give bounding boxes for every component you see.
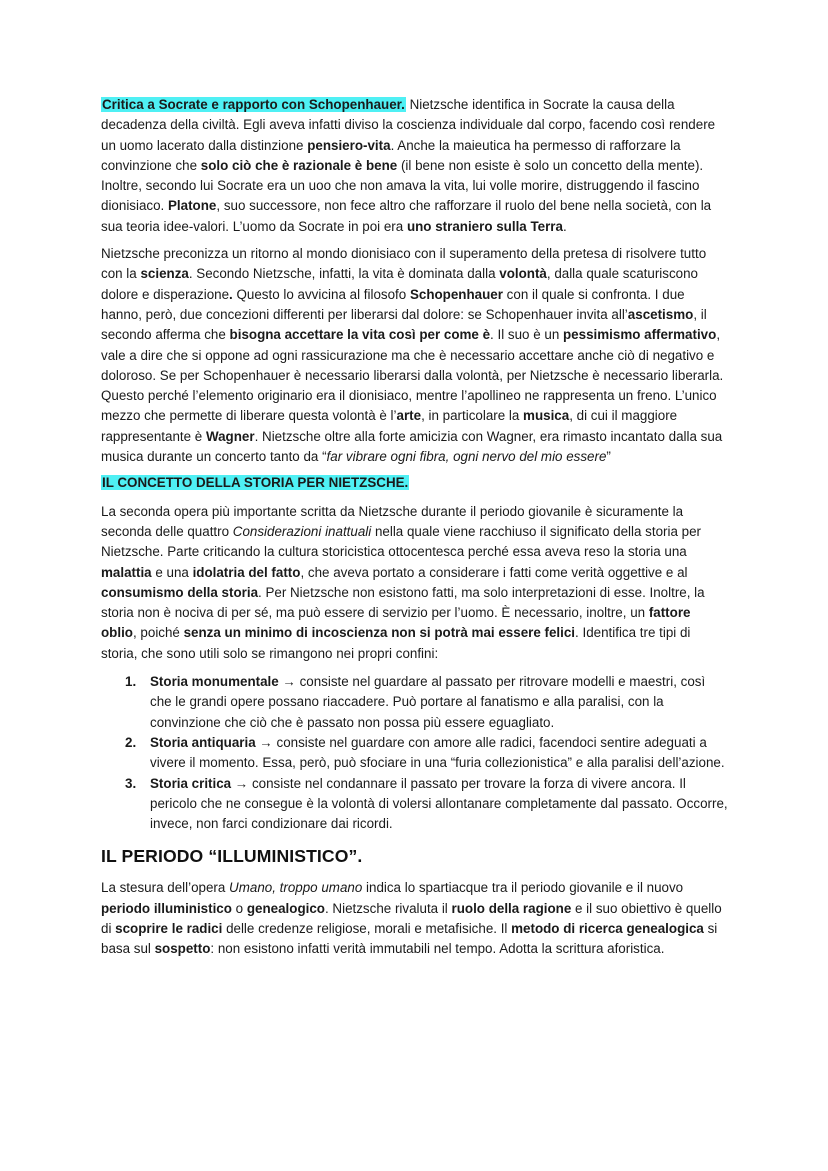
list-item-storia-monumentale xyxy=(125,672,728,733)
text-span: si basa sul xyxy=(101,920,718,957)
list-item-title: Storia critica xyxy=(150,775,232,791)
text-span: . Identifica tre tipi di storia, che sono utili solo se rimangono nei propri confini: xyxy=(101,625,691,661)
list-item-text: consiste nel guardare con amore alle radici, facendoci sentire adeguati a vivere il momento. Essa, però, può sfociare in una “furia collezionistica” e alla paralisi dell’azione. xyxy=(150,734,725,771)
bold-term: volontà xyxy=(499,266,547,282)
bold-term: metodo di ricerca genealogica xyxy=(511,920,704,936)
bold-term: sospetto xyxy=(154,941,211,957)
text-span: Questo lo avvicina al filosofo xyxy=(232,286,410,302)
bold-term: pessimismo affermativo xyxy=(563,327,717,343)
paragraph-socrate xyxy=(101,95,728,237)
text-span: , poiché xyxy=(132,625,184,641)
text-span: o xyxy=(231,900,247,916)
bold-term: solo ciò che è razionale è bene xyxy=(200,157,398,173)
bold-term: consumismo della storia xyxy=(101,584,259,600)
bold-term: bisogna accettare la vita così per come è xyxy=(229,327,491,343)
paragraph-illuministico xyxy=(101,878,728,959)
text-span: indica lo spartiacque tra il periodo giovanile e il nuovo xyxy=(362,880,684,896)
bold-term: malattia xyxy=(101,564,152,580)
text-span: Nietzsche identifica in Socrate la causa della decadenza della civiltà. Egli aveva infatti diviso la coscienza individuale dal corpo, facendo così rendere un uomo lacerato dalla distinzione xyxy=(101,97,716,153)
text-span: La seconda opera più importante scritta da Nietzsche durante il periodo giovanile è sicuramente la seconda delle quattro xyxy=(101,503,684,539)
text-span: delle credenze religiose, morali e metafisiche. Il xyxy=(222,920,512,936)
text-span: . Il suo è un xyxy=(490,327,563,343)
bold-term: uno straniero sulla Terra xyxy=(406,218,563,234)
paragraph-schopenhauer xyxy=(101,244,728,467)
list-item-title: Storia antiquaria xyxy=(150,734,256,750)
text-span: , che aveva portato a considerare i fatti come verità oggettive e al xyxy=(300,564,688,580)
bold-term: Platone xyxy=(168,198,217,214)
list-number: 2. xyxy=(125,734,137,750)
bold-term: periodo illuministico xyxy=(101,900,232,916)
text-span: , di cui il maggiore rappresentante è xyxy=(101,408,678,444)
italic-quote: far vibrare ogni fibra, ogni nervo del mio essere xyxy=(326,449,607,465)
text-span: . Nietzsche rivaluta il xyxy=(324,900,452,916)
arrow-right-icon: → xyxy=(282,674,296,690)
bold-term: musica xyxy=(523,408,570,424)
bold-term: scoprire le radici xyxy=(115,920,223,936)
bold-term: genealogico xyxy=(246,900,325,916)
bold-term: ascetismo xyxy=(627,306,694,322)
list-item-title: Storia monumentale xyxy=(150,674,279,690)
highlighted-title-socrate: Critica a Socrate e rapporto con Schopenhauer. xyxy=(102,97,405,112)
bold-term: . xyxy=(229,286,233,302)
highlighted-title-storia: IL CONCETTO DELLA STORIA PER NIETZSCHE. xyxy=(102,475,409,491)
list-item-text: consiste nel condannare il passato per trovare la forza di vivere ancora. Il pericolo che ne consegue è la volontà di volersi allontanare completamente dal passato. Occorre, invece, non farci condizionare dai ricordi. xyxy=(150,775,728,832)
bold-term: Schopenhauer xyxy=(409,286,503,302)
text-span: La stesura dell’opera xyxy=(101,880,230,896)
bold-term: idolatria del fatto xyxy=(192,564,301,580)
text-span: e il suo obiettivo è quello di xyxy=(101,900,722,936)
text-span: ” xyxy=(606,449,611,465)
italic-title: Umano, troppo umano xyxy=(229,880,363,896)
bold-term: pensiero-vita xyxy=(307,137,391,153)
bold-term: senza un minimo di incoscienza non si potrà mai essere felici xyxy=(183,625,576,641)
bold-term: scienza xyxy=(140,266,189,282)
paragraph-storia xyxy=(101,502,728,664)
text-span: . Secondo Nietzsche, infatti, la vita è dominata dalla xyxy=(188,266,500,282)
italic-title: Considerazioni inattuali xyxy=(232,523,372,539)
text-span: , dalla quale scaturiscono dolore e disperazione xyxy=(101,266,698,302)
list-item-storia-critica xyxy=(125,774,728,835)
bold-term: Wagner xyxy=(205,428,255,444)
bold-term: arte xyxy=(396,408,422,424)
list-number: 1. xyxy=(125,674,137,690)
section-heading-illuministico: IL PERIODO “ILLUMINISTICO”. xyxy=(101,846,363,867)
text-span: , vale a dire che si oppone ad ogni rassicurazione ma che è necessario accettare anche ciò di negativo e doloroso. Se per Schopenhauer è necessario liberarsi dalla volontà, per Nietzsche è necessario liberarla. Questo perché l’elemento originario era il dionisiaco, mentre l’apollineo ne rappresenta un freno. L’unico mezzo che permette di liberare questa volontà è l’ xyxy=(101,327,724,424)
arrow-right-icon: → xyxy=(259,734,273,750)
text-span: con il quale si confronta. I due hanno, però, due concezioni differenti per liberarsi dal dolore: se Schopenhauer invita all’ xyxy=(101,286,685,322)
bold-term: ruolo della ragione xyxy=(451,900,572,916)
bold-term: fattore oblio xyxy=(101,605,691,641)
text-span: e una xyxy=(151,564,193,580)
text-span: (il bene non esiste è solo un concetto della mente). Inoltre, secondo lui Socrate era un uoo che non amava la vita, lui volle morire, distruggendo il fascino dionisiaco. xyxy=(101,157,704,214)
storia-types-list xyxy=(101,672,728,834)
text-span: . Nietzsche oltre alla forte amicizia con Wagner, era rimasto incantato dalla sua musica durante un concerto tanto da “ xyxy=(101,428,723,465)
section-title-storia xyxy=(101,473,728,493)
text-span: . Anche la maieutica ha permesso di rafforzare la convinzione che xyxy=(101,137,681,173)
list-item-text: consiste nel guardare al passato per ritrovare modelli e maestri, così che le grandi opere possano riaccadere. Può portare al fanatismo e alla paralisi, con la convinzione che ciò che è passato non possa più essere eguagliato. xyxy=(150,674,706,730)
text-span: , suo successore, non fece altro che rafforzare il ruolo del bene nella società, con la sua teoria idee-valori. L’uomo da Socrate in poi era xyxy=(101,198,712,234)
text-span: : non esistono infatti verità immutabili nel tempo. Adotta la scrittura aforistica. xyxy=(210,941,665,957)
text-span: nella quale viene racchiuso il significato della storia per Nietzsche. Parte criticando la cultura storicistica ottocentesca perché essa aveva reso la storia una xyxy=(101,523,701,560)
text-span: . xyxy=(562,218,567,234)
text-span: Nietzsche preconizza un ritorno al mondo dionisiaco con il superamento della pretesa di risolvere tutto con la xyxy=(101,246,707,282)
list-item-storia-antiquaria xyxy=(125,733,728,774)
arrow-right-icon: → xyxy=(234,775,249,791)
text-span: , il secondo afferma che xyxy=(101,306,707,343)
list-number: 3. xyxy=(125,775,137,791)
text-span: , in particolare la xyxy=(421,408,524,424)
text-span: . Per Nietzsche non esistono fatti, ma solo interpretazioni di esse. Inoltre, la storia non è nociva di per sé, ma può essere di servizio per l’uomo. È necessario, inoltre, un xyxy=(101,584,705,621)
